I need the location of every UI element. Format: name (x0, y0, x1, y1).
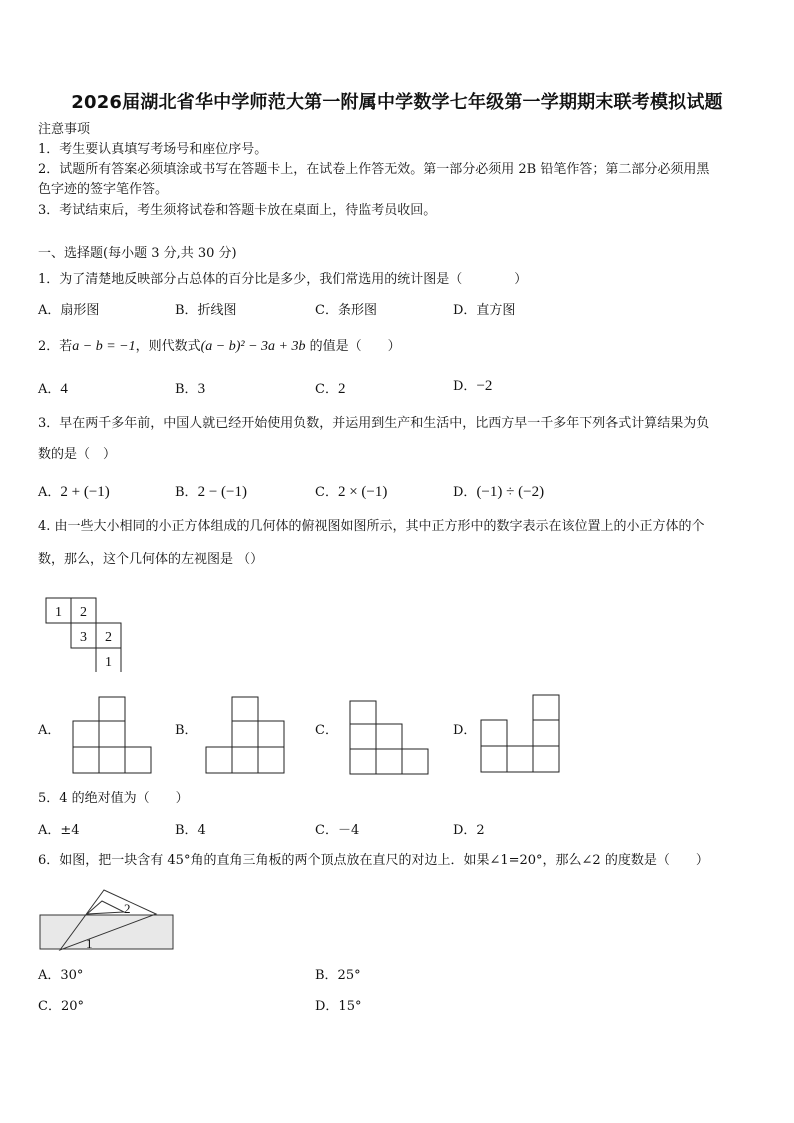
notice-item: 色字迹的签字笔作答。 (38, 182, 169, 197)
top-view-number: 1 (55, 605, 62, 620)
q2-option-a: A．4 (38, 381, 68, 397)
triangle-inner-shape (87, 901, 124, 914)
q6-option-c: C．20° (38, 999, 84, 1014)
notice-item: 3．考试结束后，考生须将试卷和答题卡放在桌面上，待监考员收回。 (38, 203, 437, 218)
q6-option-a: A．30° (38, 968, 84, 983)
q2-option-c: C．2 (315, 381, 346, 397)
q2-expression: (a − b)² − 3a + 3b (200, 339, 306, 354)
question-6-stem: 6．如图，把一块含有 45°角的直角三角板的两个顶点放在直尺的对边上．如果∠1=20°，那么∠2 的度数是（ ） (38, 853, 709, 868)
q2-option-d: D．−2 (453, 378, 493, 394)
q5-option-c: C．－4 (315, 823, 360, 838)
q5-option-d: D．2 (453, 823, 485, 838)
q2-condition: a − b = −1 (72, 339, 136, 354)
top-view-number: 1 (105, 655, 112, 670)
section-heading: 一、选择题(每小题 3 分,共 30 分) (38, 246, 237, 261)
question-4-stem-line2: 数，那么，这个几何体的左视图是 （） (38, 552, 264, 567)
ruler-shape (40, 915, 173, 949)
q3-option-b: B．2 − (−1) (175, 484, 247, 500)
q4-option-b-figure (205, 696, 287, 774)
q2-prefix: 2．若 (38, 339, 73, 354)
angle-1-label: 1 (86, 936, 93, 951)
q6-option-d: D．15° (315, 999, 362, 1014)
q1-option-b: B．折线图 (175, 303, 237, 318)
q5-option-a: A．±4 (38, 823, 80, 838)
q4-option-d-figure (480, 694, 562, 774)
top-view-number: 2 (80, 605, 87, 620)
q3-option-d: D．(−1) ÷ (−2) (453, 484, 545, 500)
question-3-stem-line1: 3．早在两千多年前，中国人就已经开始使用负数，并运用到生产和生活中，比西方早一千多年下列各式计算结果为负 (38, 416, 710, 431)
top-view-number: 2 (105, 630, 112, 645)
q3-option-a: A．2 + (−1) (38, 484, 110, 500)
question-2-stem (38, 337, 401, 357)
q2-mid: ，则代数式 (135, 339, 201, 354)
q5-option-b: B．4 (175, 823, 206, 838)
ruler-triangle-figure (38, 884, 178, 954)
question-1-stem: 1．为了清楚地反映部分占总体的百分比是多少，我们常选用的统计图是（ ） (38, 272, 528, 287)
q2-suffix: 的值是（ ） (305, 339, 401, 354)
q4-option-a-label: A． (38, 723, 61, 738)
q3-option-c: C．2 × (−1) (315, 484, 388, 500)
angle-2-label: 2 (124, 901, 131, 916)
q4-option-c-label: C． (315, 723, 338, 738)
notice-item: 1．考生要认真填写考场号和座位序号。 (38, 142, 268, 157)
question-4-stem-line1: 4. 由一些大小相同的小正方体组成的几何体的俯视图如图所示，其中正方形中的数字表示在该位置上的小正方体的个 (38, 519, 705, 534)
top-view-figure (44, 596, 126, 672)
notice-item: 2．试题所有答案必须填涂或书写在答题卡上，在试卷上作答无效。第一部分必须用 2B 铅笔作答；第二部分必须用黑 (38, 162, 710, 177)
q1-option-c: C．条形图 (315, 303, 377, 318)
q4-option-d-label: D． (453, 723, 477, 738)
top-view-number: 3 (80, 630, 87, 645)
question-3-stem-line2: 数的是（ ） (38, 447, 117, 462)
question-5-stem: 5．4 的绝对值为（ ） (38, 791, 189, 806)
q4-option-b-label: B． (175, 723, 198, 738)
page-title: 2026届湖北省华中学师范大第一附属中学数学七年级第一学期期末联考模拟试题 (71, 92, 723, 113)
q1-option-a: A．扇形图 (38, 303, 100, 318)
q4-option-a-figure (72, 696, 154, 774)
q2-option-b: B．3 (175, 381, 206, 397)
q6-option-b: B．25° (315, 968, 361, 983)
q1-option-d: D．直方图 (453, 303, 516, 318)
notice-heading: 注意事项 (38, 122, 91, 137)
q4-option-c-figure (349, 700, 431, 776)
